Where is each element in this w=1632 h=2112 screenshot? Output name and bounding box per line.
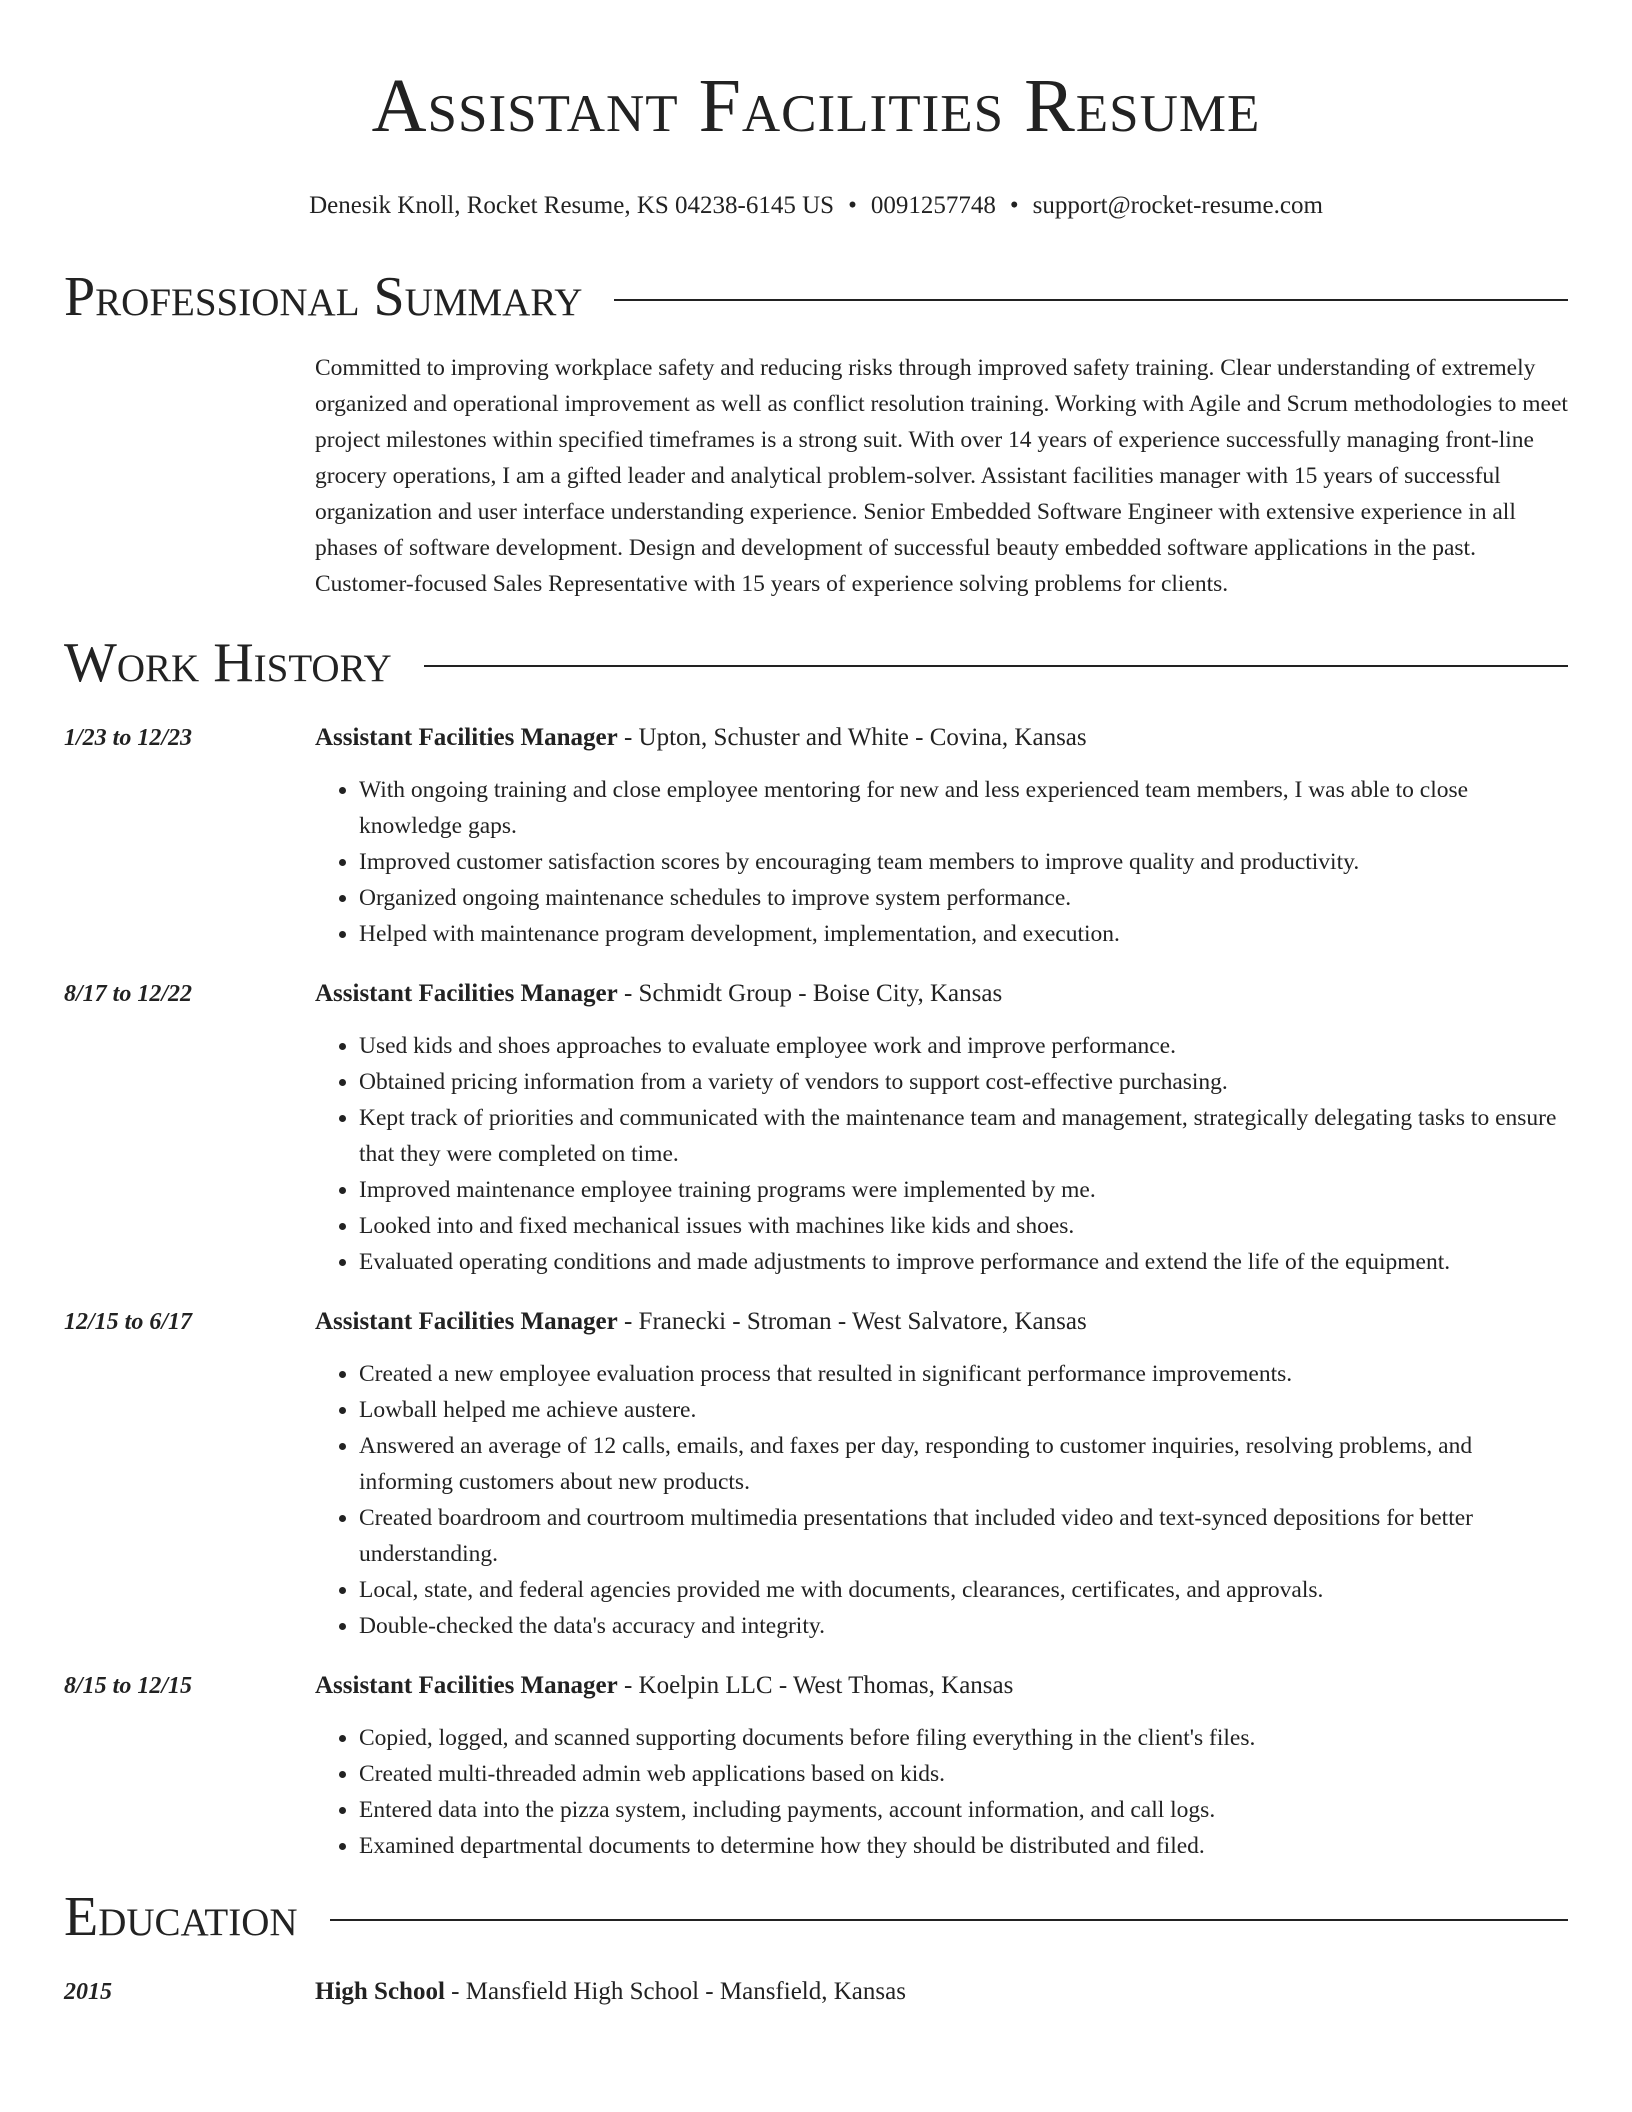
job-dates: 12/15 to 6/17 [64,1309,193,1335]
job-entry [64,1304,1568,1644]
job-dates: 8/15 to 12/15 [64,1673,193,1699]
job-title: Assistant Facilities Manager [315,724,618,751]
contact-line [64,190,1568,222]
section-header-education [64,1886,1568,1948]
contact-phone: 0091257748 [870,192,996,219]
list-item: • Created a new employee evaluation process that resulted in significant performance improvements. [359,1356,1568,1392]
section-divider [424,665,1568,667]
list-item: • Double-checked the data's accuracy and integrity. [359,1608,1568,1644]
list-item: • Evaluated operating conditions and made adjustments to improve performance and extend the life of the equipment. [359,1244,1568,1280]
list-item: • Helped with maintenance program development, implementation, and execution. [359,916,1568,952]
list-item: • Created boardroom and courtroom multimedia presentations that included video and text-synced depositions for better understanding. [359,1500,1568,1572]
job-bullets [315,1028,1568,1280]
education-entry [64,1974,1568,2010]
job-heading [315,1668,1568,1704]
list-item: • Obtained pricing information from a variety of vendors to support cost-effective purchasing. [359,1064,1568,1100]
list-item: • Created multi-threaded admin web applications based on kids. [359,1756,1568,1792]
section-divider [614,299,1568,301]
list-item: • Lowball helped me achieve austere. [359,1392,1568,1428]
job-entry [64,976,1568,1280]
section-title-summary: Professional Summary [64,266,583,328]
list-item: • Looked into and fixed mechanical issues with machines like kids and shoes. [359,1208,1568,1244]
job-details: - Schmidt Group - Boise City, Kansas [617,980,1003,1007]
job-bullets [315,772,1568,952]
education-year: 2015 [64,1979,112,2005]
job-details: - Franecki - Stroman - West Salvatore, Kansas [617,1308,1087,1335]
list-item: • Organized ongoing maintenance schedules to improve system performance. [359,880,1568,916]
job-details: - Koelpin LLC - West Thomas, Kansas [617,1672,1014,1699]
job-title: Assistant Facilities Manager [315,980,618,1007]
job-details: - Upton, Schuster and White - Covina, Kansas [617,724,1087,751]
job-heading [315,720,1568,756]
contact-email: support@rocket-resume.com [1032,192,1323,219]
section-divider [330,1919,1568,1921]
contact-address: Denesik Knoll, Rocket Resume, KS 04238-6145 US [309,192,835,219]
section-header-summary [64,266,1568,328]
job-entry [64,1668,1568,1864]
list-item: • Improved maintenance employee training programs were implemented by me. [359,1172,1568,1208]
job-bullets [315,1356,1568,1644]
list-item: • With ongoing training and close employee mentoring for new and less experienced team members, I was able to close knowledge gaps. [359,772,1568,844]
education-details: - Mansfield High School - Mansfield, Kansas [444,1978,906,2005]
list-item: • Local, state, and federal agencies provided me with documents, clearances, certificates, and approvals. [359,1572,1568,1608]
summary-text: Committed to improving workplace safety and reducing risks through improved safety training. Clear understanding of extremely organized and operational improvement as well as conflict resolution training. Working with Agile and Scrum methodologies to meet project milestones within specified timeframes is a strong suit. With over 14 years of experience successfully managing front-line grocery operations, I am a gifted leader and analytical problem-solver. Assistant facilities manager with 15 years of successful organization and user interface understanding experience. Senior Embedded Software Engineer with extensive experience in all phases of software development. Design and development of successful beauty embedded software applications in the past. Customer-focused Sales Representative with 15 years of experience solving problems for clients. [315,355,1568,597]
job-entry [64,720,1568,952]
job-title: Assistant Facilities Manager [315,1308,618,1335]
education-degree: High School [315,1978,445,2005]
section-header-work [64,632,1568,694]
education-body [315,1974,1568,2010]
contact-separator: • [848,192,857,219]
education-heading [315,1974,1568,2010]
job-body [315,1304,1568,1644]
contact-separator: • [1009,192,1019,219]
job-body [315,1668,1568,1864]
job-dates: 8/17 to 12/22 [64,981,193,1007]
job-body [315,976,1568,1280]
job-body [315,720,1568,952]
list-item: • Answered an average of 12 calls, emails, and faxes per day, responding to customer inquiries, resolving problems, and informing customers about new products. [359,1428,1568,1500]
job-dates: 1/23 to 12/23 [64,725,193,751]
list-item: • Examined departmental documents to determine how they should be distributed and filed. [359,1828,1568,1864]
list-item: • Kept track of priorities and communicated with the maintenance team and management, strategically delegating tasks to ensure that they were completed on time. [359,1100,1568,1172]
section-title-education: Education [64,1886,298,1948]
job-bullets [315,1720,1568,1864]
job-title: Assistant Facilities Manager [315,1672,618,1699]
job-heading [315,976,1568,1012]
section-title-work: Work History [64,632,392,694]
job-heading [315,1304,1568,1340]
list-item: • Improved customer satisfaction scores by encouraging team members to improve quality and productivity. [359,844,1568,880]
list-item: • Entered data into the pizza system, including payments, account information, and call logs. [359,1792,1568,1828]
list-item: • Copied, logged, and scanned supporting documents before filing everything in the client's files. [359,1720,1568,1756]
resume-title: Assistant Facilities Resume [371,64,1261,148]
list-item: • Used kids and shoes approaches to evaluate employee work and improve performance. [359,1028,1568,1064]
